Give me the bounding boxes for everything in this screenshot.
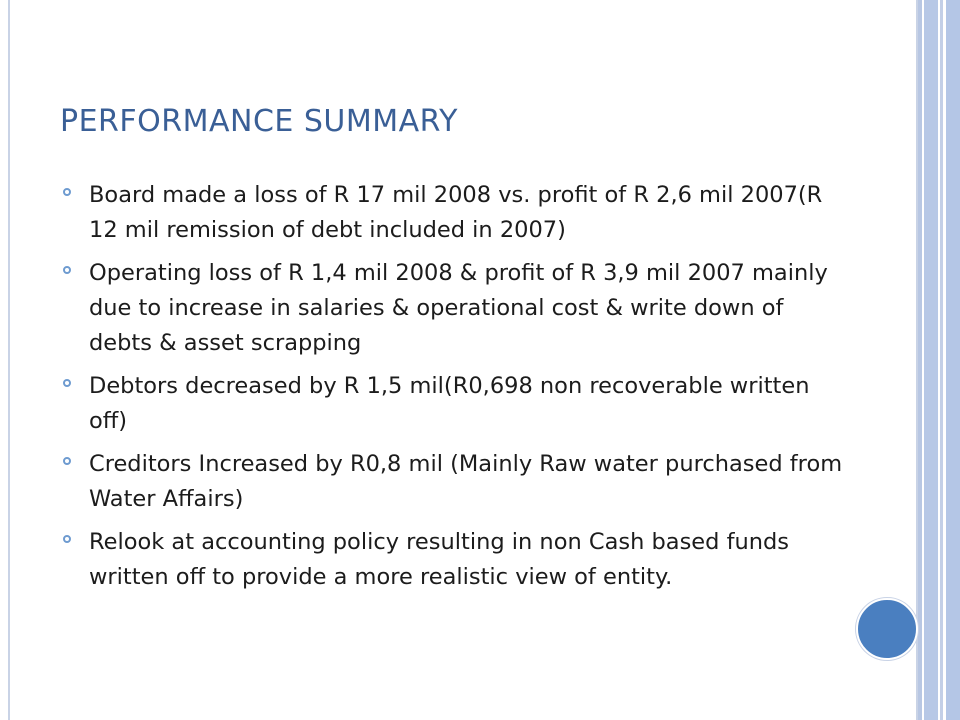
bullet-item [60, 525, 850, 595]
decorative-side-bars [918, 0, 960, 720]
bullet-text: Debtors decreased by R 1,5 mil(R0,698 non recoverable written off) [89, 373, 810, 434]
bullet-text: Board made a loss of R 17 mil 2008 vs. profit of R 2,6 mil 2007(R 12 mil remission of debt included in 2007) [89, 182, 823, 243]
bullet-ring-icon [63, 457, 71, 465]
bullet-text: Operating loss of R 1,4 mil 2008 & profit of R 3,9 mil 2007 mainly due to increase in salaries & operational cost & write down of debts & asset scrapping [89, 260, 828, 356]
decorative-circle [856, 598, 918, 660]
bullet-item [60, 369, 850, 439]
bullet-item [60, 256, 850, 361]
bullet-ring-icon [63, 535, 71, 543]
side-bar-2 [924, 0, 938, 720]
side-bar-3 [940, 0, 943, 720]
bullet-ring-icon [63, 379, 71, 387]
side-bar-4 [946, 0, 960, 720]
bullet-ring-icon [63, 188, 71, 196]
bullet-list [60, 178, 850, 603]
bullet-text: Relook at accounting policy resulting in non Cash based funds written off to provide a more realistic view of entity. [89, 529, 790, 590]
bullet-text: Creditors Increased by R0,8 mil (Mainly Raw water purchased from Water Affairs) [89, 451, 843, 512]
bullet-item [60, 447, 850, 517]
bullet-item [60, 178, 850, 248]
bullet-ring-icon [63, 266, 71, 274]
slide-title: PERFORMANCE SUMMARY [60, 104, 458, 139]
side-bar-1 [918, 0, 922, 720]
